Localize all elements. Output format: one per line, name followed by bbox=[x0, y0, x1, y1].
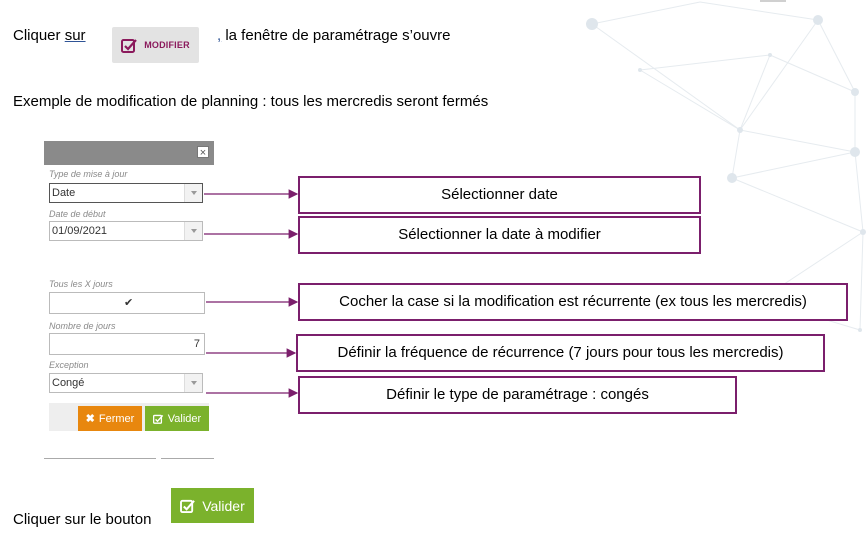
modify-button[interactable] bbox=[112, 27, 199, 63]
days-count-input[interactable] bbox=[49, 333, 205, 355]
outro-text: Cliquer sur le bouton bbox=[13, 511, 152, 528]
panel-header bbox=[44, 141, 214, 165]
chevron-down-icon bbox=[184, 374, 202, 392]
update-type-select[interactable] bbox=[49, 183, 203, 203]
close-button[interactable] bbox=[78, 406, 142, 431]
start-date-label: Date de début bbox=[49, 209, 106, 219]
validate-button-large-label: Valider bbox=[202, 497, 245, 514]
modify-button-label: MODIFIER bbox=[144, 40, 190, 50]
validate-button[interactable] bbox=[145, 406, 209, 431]
start-date-select[interactable] bbox=[49, 221, 203, 241]
close-x-icon: ✖ bbox=[85, 413, 95, 425]
intro-suffix-text bbox=[217, 26, 450, 46]
callout-check-recurrence: Cocher la case si la modification est récurrente (ex tous les mercredis) bbox=[298, 283, 848, 321]
validate-button-large[interactable] bbox=[171, 488, 254, 523]
divider bbox=[44, 458, 156, 459]
intro-link-sur[interactable]: sur bbox=[64, 27, 86, 44]
exception-value: Congé bbox=[52, 377, 85, 389]
checkmark-icon: ✔ bbox=[124, 297, 134, 309]
chevron-down-icon bbox=[184, 222, 202, 240]
validate-button-label: Valider bbox=[167, 412, 202, 425]
divider bbox=[161, 458, 214, 459]
example-text: Exemple de modification de planning : tous les mercredis seront fermés bbox=[13, 93, 489, 110]
checkbox-edit-icon bbox=[121, 38, 138, 53]
callout-select-date: Sélectionner date bbox=[298, 176, 701, 214]
exception-label: Exception bbox=[49, 360, 89, 370]
intro-suffix: la fenêtre de paramétrage s’ouvre bbox=[221, 27, 451, 44]
days-count-label: Nombre de jours bbox=[49, 321, 116, 331]
check-square-icon bbox=[153, 414, 164, 424]
intro-comma: , bbox=[217, 27, 222, 44]
button-row bbox=[49, 403, 209, 431]
callout-define-frequency: Définir la fréquence de récurrence (7 jours pour tous les mercredis) bbox=[296, 334, 825, 372]
update-type-label: Type de mise à jour bbox=[49, 169, 128, 179]
intro-click-prefix: Cliquer bbox=[13, 27, 61, 44]
every-x-days-checkbox[interactable] bbox=[49, 292, 205, 314]
callout-define-type: Définir le type de paramétrage : congés bbox=[298, 376, 737, 414]
update-type-value: Date bbox=[52, 187, 76, 199]
check-square-icon bbox=[180, 499, 196, 513]
close-icon[interactable]: × bbox=[197, 146, 209, 158]
settings-panel bbox=[44, 141, 214, 459]
callout-select-modify-date: Sélectionner la date à modifier bbox=[298, 216, 701, 254]
exception-select[interactable] bbox=[49, 373, 203, 393]
chevron-down-icon bbox=[184, 184, 202, 202]
days-count-value: 7 bbox=[193, 338, 200, 350]
start-date-value: 01/09/2021 bbox=[52, 225, 108, 237]
every-x-days-label: Tous les X jours bbox=[49, 279, 113, 289]
intro-text bbox=[13, 26, 86, 46]
close-button-label: Fermer bbox=[98, 412, 135, 425]
